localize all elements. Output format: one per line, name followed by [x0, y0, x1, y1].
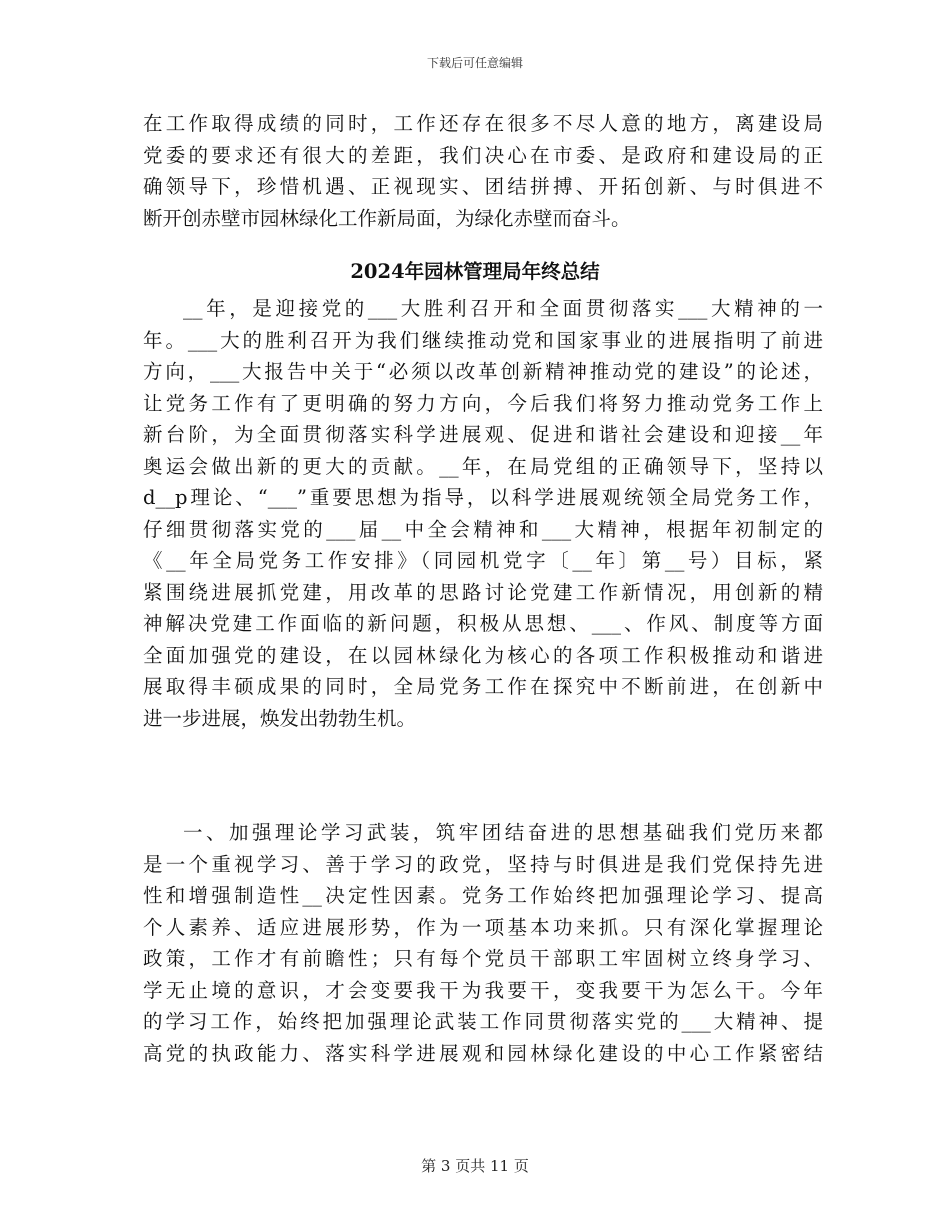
text-line: __年，是迎接党的___大胜利召开和全面贯彻落实___大精神的一 [183, 297, 823, 320]
text-line: d__p理论、“___”重要思想为指导，以科学进展观统领全局党务工作， [143, 486, 823, 509]
text-line: 党委的要求还有很大的差距，我们决心在市委、是政府和建设局的正 [143, 143, 823, 167]
intro-paragraph [143, 108, 823, 234]
text-line: 年。___大的胜利召开为我们继续推动党和国家事业的进展指明了前进 [143, 328, 823, 352]
text-line: 展取得丰硕成果的同时，全局党务工作在探究中不断前进，在创新中 [143, 675, 823, 698]
text-line: 一、加强理论学习武装，筑牢团结奋进的思想基础我们党历来都 [183, 821, 823, 844]
text-line: 是一个重视学习、善于学习的政党，坚持与时俱进是我们党保持先进 [143, 852, 823, 876]
text-line: 方向，___大报告中关于“必须以改革创新精神推动党的建设”的论述， [143, 360, 823, 383]
text-line: 的学习工作，始终把加强理论武装工作同贯彻落实党的___大精神、提 [143, 1010, 823, 1033]
paragraph-2 [143, 817, 823, 1069]
text-line: 神解决党建工作面临的新问题，积极从思想、___、作风、制度等方面 [143, 612, 823, 635]
text-line: 性和增强制造性__决定性因素。党务工作始终把加强理论学习、提高 [143, 884, 823, 907]
text-line: 高党的执政能力、落实科学进展观和园林绿化建设的中心工作紧密结 [143, 1041, 823, 1065]
text-line: 仔细贯彻落实党的___届__中全会精神和___大精神，根据年初制定的 [143, 517, 823, 541]
text-line: 断开创赤壁市园林绿化工作新局面，为绿化赤壁而奋斗。 [143, 206, 631, 230]
text-line: 学无止境的意识，才会变要我干为我要干，变我要干为怎么干。今年 [143, 978, 823, 1002]
text-line: 在工作取得成绩的同时，工作还存在很多不尽人意的地方，离建设局 [143, 112, 823, 135]
text-line: 进一步进展，焕发出勃勃生机。 [143, 706, 417, 730]
text-line: 奥运会做出新的更大的贡献。__年，在局党组的正确领导下，坚持以 [143, 454, 823, 478]
document-title: 2024年园林管理局年终总结 [350, 260, 600, 283]
text-line: 确领导下，珍惜机遇、正视现实、团结拼搏、开拓创新、与时俱进不 [143, 175, 823, 198]
text-line: 全面加强党的建设，在以园林绿化为核心的各项工作积极推动和谐进 [143, 643, 823, 667]
text-line: 紧围绕进展抓党建，用改革的思路讨论党建工作新情况，用创新的精 [143, 580, 823, 604]
text-line: 《__年全局党务工作安排》（同园机党字〔__年〕第__号）目标，紧 [143, 549, 823, 572]
page-header: 下载后可任意编辑 [426, 56, 523, 70]
paragraph-1 [143, 293, 823, 734]
text-line: 个人素养、适应进展形势，作为一项基本功来抓。只有深化掌握理论 [143, 915, 823, 939]
text-line: 政策，工作才有前瞻性；只有每个党员干部职工牢固树立终身学习、 [143, 947, 823, 970]
page-footer: 第 3 页共 11 页 [421, 1157, 529, 1175]
text-line: 新台阶，为全面贯彻落实科学进展观、促进和谐社会建设和迎接__年 [143, 423, 823, 446]
text-line: 让党务工作有了更明确的努力方向，今后我们将努力推动党务工作上 [143, 391, 823, 415]
